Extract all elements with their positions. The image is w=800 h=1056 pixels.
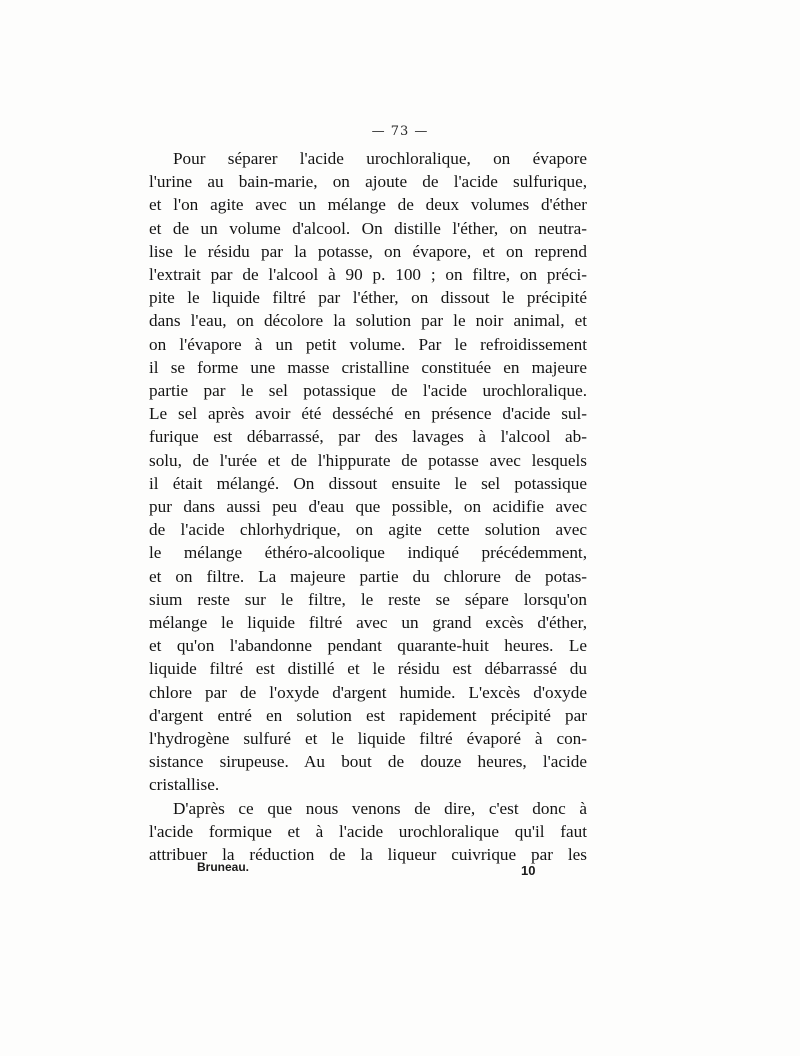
text-line: et on filtre. La majeure partie du chlorure de potas- bbox=[149, 566, 587, 586]
text-line: et l'on agite avec un mélange de deux volumes d'éther bbox=[149, 195, 587, 215]
text-line: l'acide formique et à l'acide urochloralique qu'il faut bbox=[149, 821, 587, 841]
text-line: partie par le sel potassique de l'acide urochloralique. bbox=[149, 381, 587, 401]
text-line: l'extrait par de l'alcool à 90 p. 100 ; on filtre, on préci- bbox=[149, 265, 587, 285]
text-line: de l'acide chlorhydrique, on agite cette solution avec bbox=[149, 520, 587, 540]
text-line: le mélange éthéro-alcoolique indiqué précédemment, bbox=[149, 543, 587, 563]
text-line: sium reste sur le filtre, le reste se sépare lorsqu'on bbox=[149, 589, 587, 609]
text-line: pite le liquide filtré par l'éther, on dissout le précipité bbox=[149, 288, 587, 308]
text-line: il était mélangé. On dissout ensuite le sel potassique bbox=[149, 473, 587, 493]
text-line: on l'évapore à un petit volume. Par le refroidissement bbox=[149, 334, 587, 354]
text-line: pur dans aussi peu d'eau que possible, on acidifie avec bbox=[149, 497, 587, 517]
page-number: — 73 — bbox=[371, 124, 429, 139]
text-line: solu, de l'urée et de l'hippurate de potasse avec lesquels bbox=[149, 450, 587, 470]
text-line: et qu'on l'abandonne pendant quarante-huit heures. Le bbox=[149, 636, 587, 656]
text-line: furique est débarrassé, par des lavages à l'alcool ab- bbox=[149, 427, 587, 447]
text-line: l'urine au bain-marie, on ajoute de l'acide sulfurique, bbox=[149, 172, 587, 192]
text-line: Le sel après avoir été desséché en présence d'acide sul- bbox=[149, 404, 587, 424]
text-line: Pour séparer l'acide urochloralique, on évapore bbox=[173, 149, 587, 168]
text-line: mélange le liquide filtré avec un grand excès d'éther, bbox=[149, 613, 587, 633]
text-line: l'hydrogène sulfuré et le liquide filtré évaporé à con- bbox=[149, 729, 587, 749]
text-line: lise le résidu par la potasse, on évapore, et on reprend bbox=[149, 241, 587, 261]
text-line: attribuer la réduction de la liqueur cuivrique par les bbox=[149, 845, 587, 865]
text-line: chlore par de l'oxyde d'argent humide. L'excès d'oxyde bbox=[149, 682, 587, 702]
text-line: et de un volume d'alcool. On distille l'éther, on neutra- bbox=[149, 218, 587, 238]
footer-author: Bruneau. bbox=[197, 860, 250, 874]
text-line: D'après ce que nous venons de dire, c'est donc à bbox=[173, 798, 587, 818]
footer-signature-mark: 10 bbox=[521, 863, 536, 878]
text-line: liquide filtré est distillé et le résidu est débarrassé du bbox=[149, 659, 587, 679]
text-line: d'argent entré en solution est rapidement précipité par bbox=[149, 705, 587, 725]
text-line: cristallise. bbox=[149, 775, 220, 795]
text-line: il se forme une masse cristalline constituée en majeure bbox=[149, 357, 587, 377]
body-text bbox=[149, 147, 587, 866]
text-line: dans l'eau, on décolore la solution par le noir animal, et bbox=[149, 311, 587, 331]
text-line: sistance sirupeuse. Au bout de douze heures, l'acide bbox=[149, 752, 587, 772]
